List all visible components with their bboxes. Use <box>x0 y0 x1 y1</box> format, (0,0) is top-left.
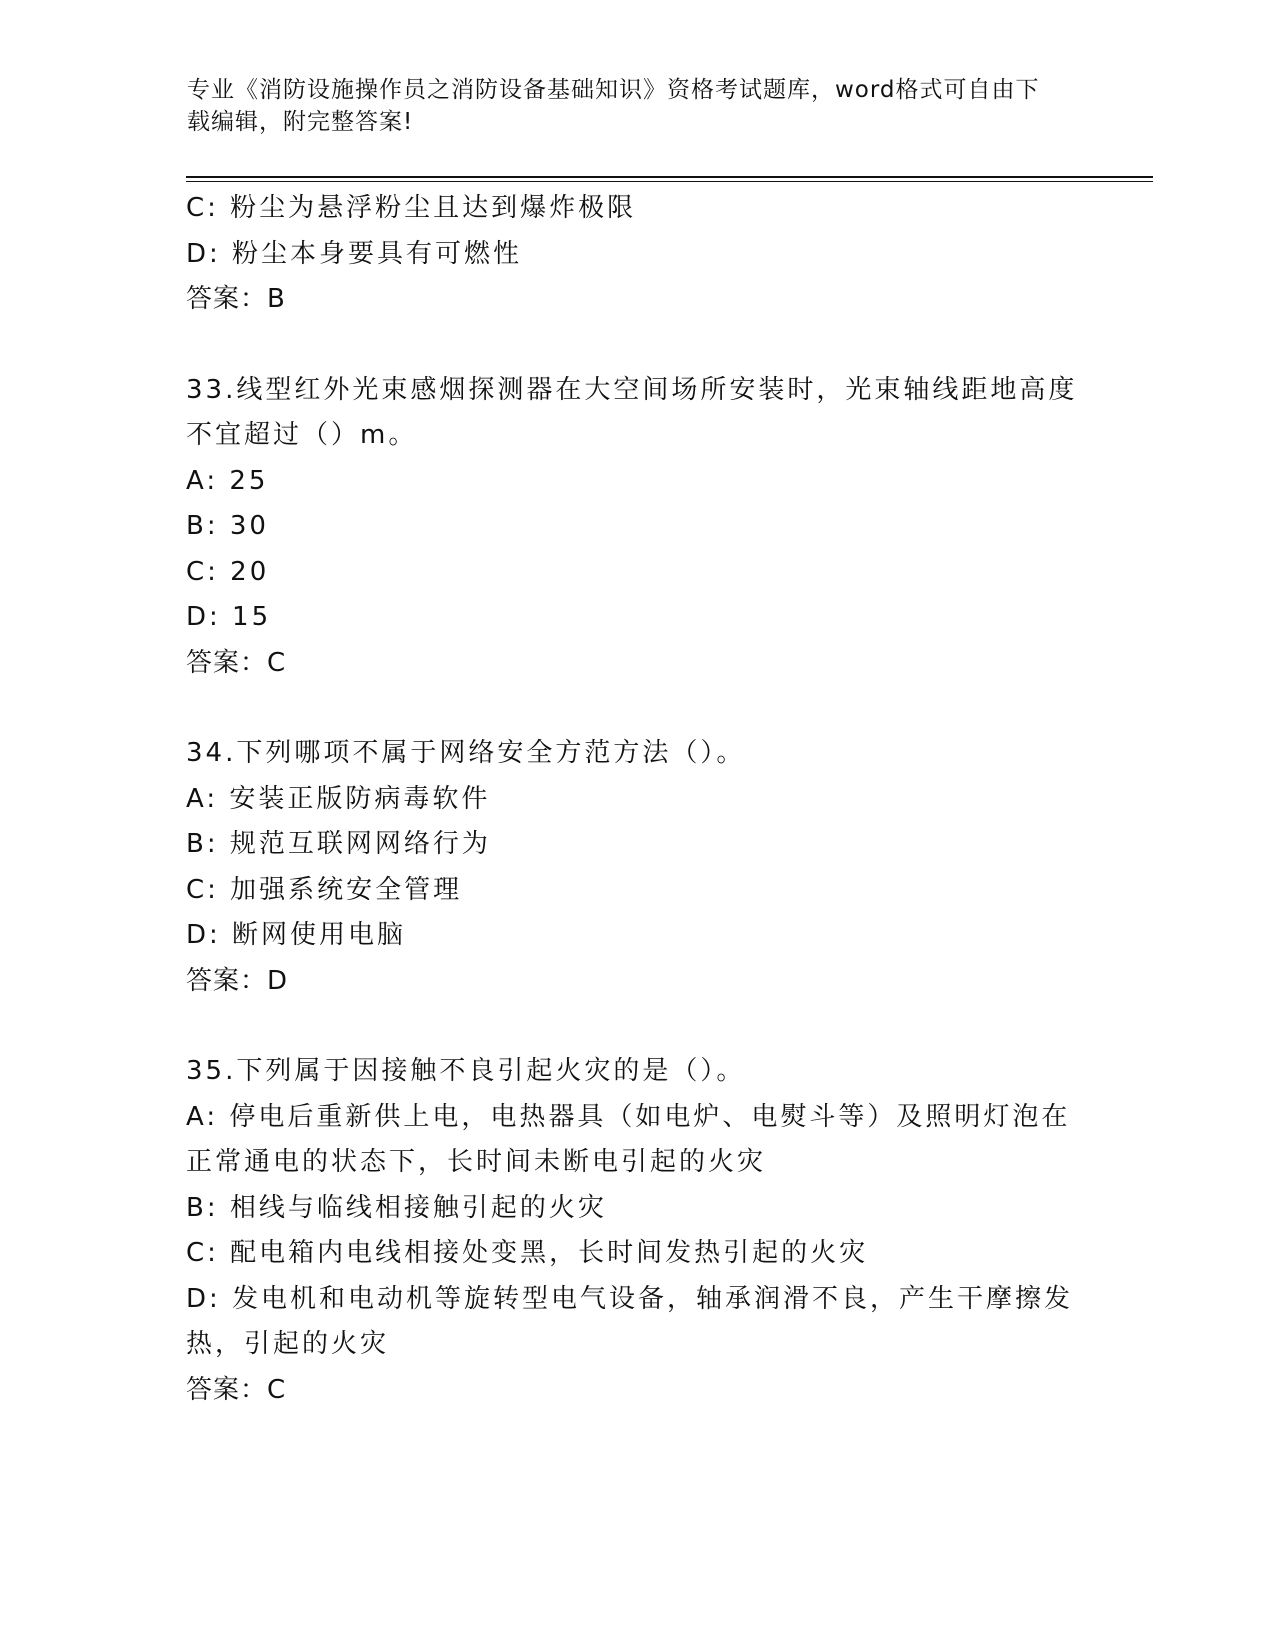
option-c: C: 加强系统安全管理 <box>186 874 463 905</box>
option-a: A: 25 <box>186 465 269 496</box>
option-c: C: 粉尘为悬浮粉尘且达到爆炸极限 <box>186 193 637 223</box>
option-a-line-2: 正常通电的状态下，长时间未断电引起的火灾 <box>186 1147 767 1177</box>
header-divider-thick <box>186 176 1153 178</box>
question-content <box>186 186 1086 1413</box>
document-header <box>187 74 1067 138</box>
option-d-line-2: 热，引起的火灾 <box>186 1329 390 1359</box>
spacer <box>186 1004 1086 1049</box>
question-text-line-2: 不宜超过（）m。 <box>186 420 418 450</box>
option-d-line-1: D: 发电机和电动机等旋转型电气设备，轴承润滑不良，产生干摩擦发 <box>186 1283 1074 1314</box>
question-block-33 <box>186 368 1086 687</box>
option-d: D: 粉尘本身要具有可燃性 <box>186 238 523 269</box>
answer-line: 答案：C <box>186 1374 287 1405</box>
option-b: B: 30 <box>186 511 269 541</box>
question-text-line-1: 35.下列属于因接触不良引起火灾的是（）。 <box>186 1056 746 1086</box>
option-a: A: 安装正版防病毒软件 <box>186 783 491 814</box>
header-line-2: 载编辑，附完整答案! <box>187 109 414 135</box>
answer-line: 答案：C <box>186 647 287 678</box>
answer-line: 答案：B <box>186 284 286 314</box>
option-d: D: 断网使用电脑 <box>186 920 407 950</box>
spacer <box>186 323 1086 368</box>
answer-line: 答案：D <box>186 965 289 996</box>
spacer <box>186 686 1086 731</box>
option-d: D: 15 <box>186 602 272 632</box>
option-c: C: 20 <box>186 556 270 587</box>
question-block-32 <box>186 186 1086 323</box>
option-b: B: 相线与临线相接触引起的火灾 <box>186 1192 607 1223</box>
question-block-34 <box>186 731 1086 1004</box>
option-c: C: 配电箱内电线相接处变黑，长时间发热引起的火灾 <box>186 1238 869 1268</box>
option-a-line-1: A: 停电后重新供上电，电热器具（如电炉、电熨斗等）及照明灯泡在 <box>186 1101 1071 1132</box>
question-block-35 <box>186 1049 1086 1413</box>
question-text-line-1: 34.下列哪项不属于网络安全方范方法（）。 <box>186 738 746 768</box>
header-divider-thin <box>186 181 1153 182</box>
question-text-line-1: 33.线型红外光束感烟探测器在大空间场所安装时，光束轴线距地高度 <box>186 374 1078 405</box>
header-line-1: 专业《消防设施操作员之消防设备基础知识》资格考试题库，word格式可自由下 <box>187 77 1040 103</box>
option-b: B: 规范互联网网络行为 <box>186 829 491 859</box>
